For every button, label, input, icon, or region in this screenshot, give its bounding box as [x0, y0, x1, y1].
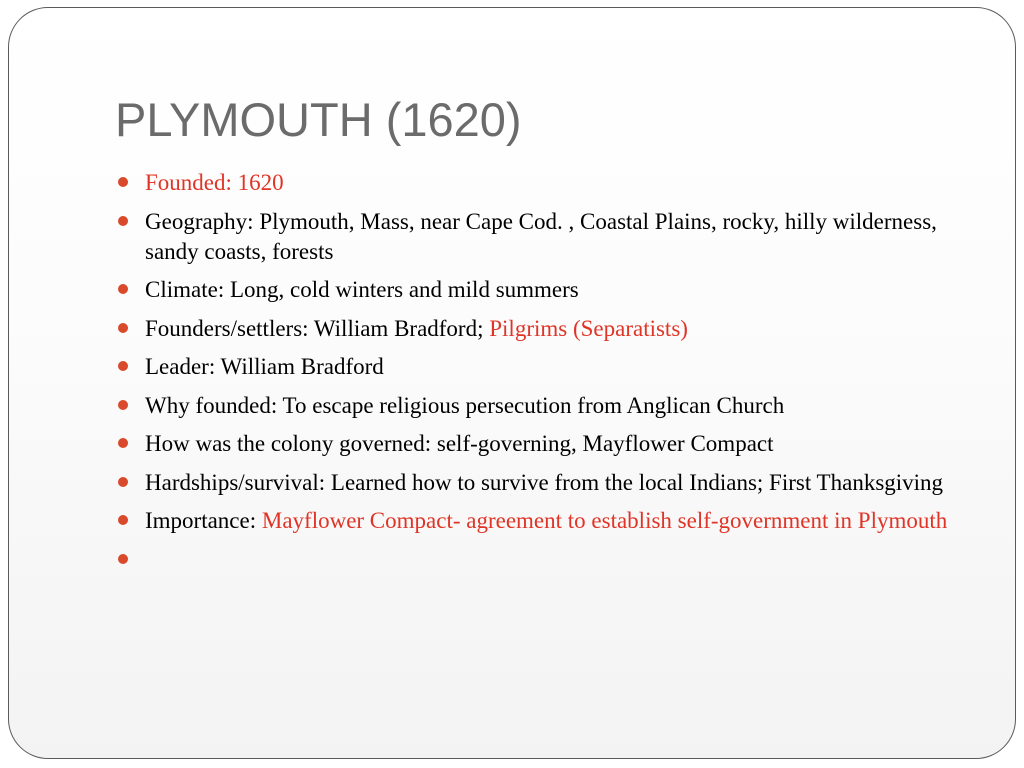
bullet-importance	[115, 506, 975, 536]
bullet-dot-icon	[118, 554, 128, 564]
bullet-text: Importance:	[145, 508, 262, 533]
bullet-text: Why founded: To escape religious persecution from Anglican Church	[145, 392, 785, 418]
bullet-text: Climate: Long, cold winters and mild summers	[145, 277, 579, 302]
bullet-highlight-text: Founded: 1620	[145, 170, 284, 195]
bullet-why-founded	[115, 391, 975, 421]
bullet-dot-icon	[118, 515, 128, 525]
bullet-text: Geography: Plymouth, Mass, near Cape Cod. , Coastal Plains, rocky, hilly wilderness, sandy coasts, forests	[145, 208, 937, 264]
bullet-text: Hardships/survival: Learned how to survive from the local Indians; First Thanksgiving	[145, 469, 944, 495]
bullet-dot-icon	[118, 177, 128, 187]
bullet-list	[115, 168, 975, 583]
slide	[8, 7, 1016, 759]
bullet-founders	[115, 314, 975, 344]
bullet-founded	[115, 168, 975, 198]
bullet-text: Leader: William Bradford	[145, 354, 384, 379]
bullet-highlight-text: Mayflower Compact- agreement to establish self-government in Plymouth	[261, 508, 948, 533]
bullet-dot-icon	[118, 284, 128, 294]
bullet-leader	[115, 352, 975, 382]
slide-title: PLYMOUTH (1620)	[115, 93, 522, 146]
bullet-dot-icon	[118, 477, 128, 487]
bullet-geography	[115, 207, 975, 267]
bullet-text: How was the colony governed: self-governing, Mayflower Compact	[145, 431, 774, 456]
bullet-governed	[115, 429, 975, 459]
bullet-climate	[115, 275, 975, 305]
bullet-dot-icon	[118, 216, 128, 226]
bullet-empty	[115, 545, 975, 575]
bullet-dot-icon	[118, 361, 128, 371]
bullet-dot-icon	[118, 400, 128, 410]
bullet-text: Founders/settlers: William Bradford;	[145, 315, 490, 341]
bullet-dot-icon	[118, 438, 128, 448]
bullet-highlight-text: Pilgrims (Separatists)	[489, 315, 688, 341]
bullet-dot-icon	[118, 323, 128, 333]
bullet-hardships	[115, 468, 975, 498]
